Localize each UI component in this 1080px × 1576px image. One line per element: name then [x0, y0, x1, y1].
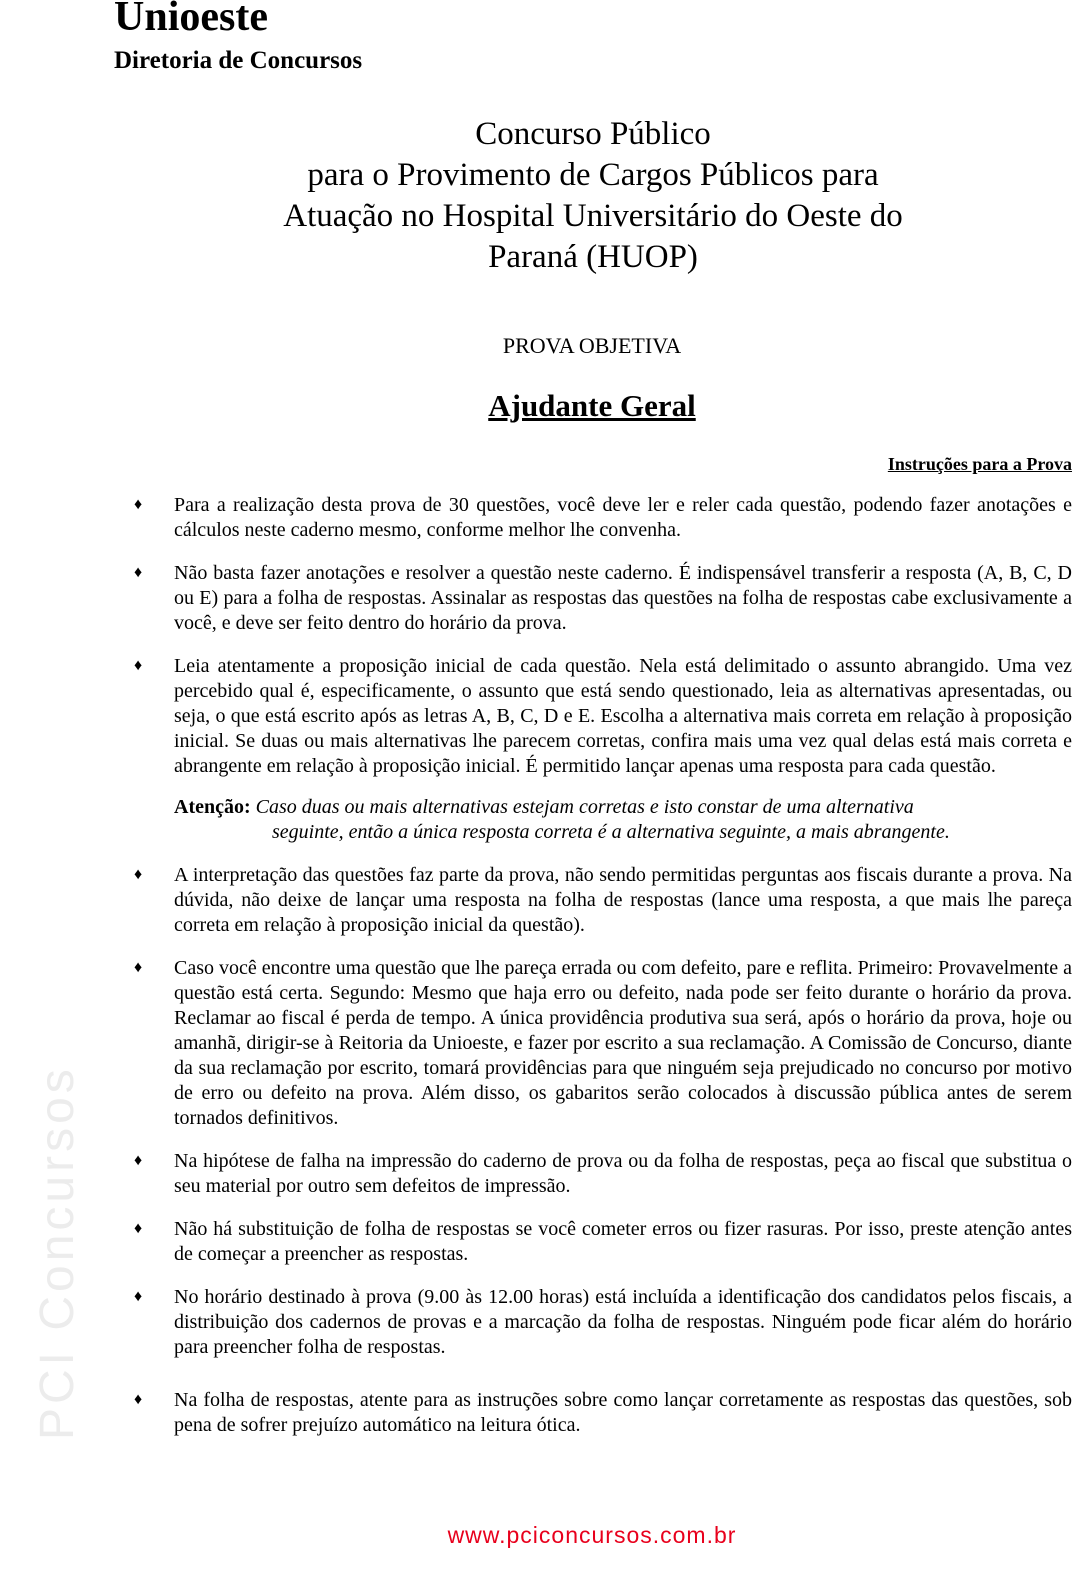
diamond-bullet-icon: ♦ [134, 496, 143, 513]
list-item [134, 1217, 1072, 1267]
list-item [134, 1149, 1072, 1199]
title-line: Atuação no Hospital Universitário do Oeste do [283, 198, 903, 234]
item-text: No horário destinado à prova (9.00 às 12.00 horas) está incluída a identificação dos candidatos pelos fiscais, a distribuição dos cadernos de provas e a marcação da folha de respostas. Ninguém pode ficar além do horário para preencher folha de respostas. [174, 1286, 1072, 1358]
diamond-bullet-icon: ♦ [134, 959, 143, 976]
list-item [134, 1285, 1072, 1360]
diamond-bullet-icon: ♦ [134, 866, 143, 883]
title-line: Paraná (HUOP) [488, 239, 698, 275]
attention-text: seguinte, então a única resposta correta é a alternativa seguinte, a mais abrangente. [272, 821, 950, 843]
list-item [134, 654, 1072, 779]
attention-note [134, 795, 1072, 845]
diamond-bullet-icon: ♦ [134, 1220, 143, 1237]
list-item [134, 561, 1072, 636]
diamond-bullet-icon: ♦ [134, 1288, 143, 1305]
title-line: para o Provimento de Cargos Públicos para [307, 157, 879, 193]
list-item [134, 863, 1072, 938]
position-title: Ajudante Geral [488, 388, 696, 423]
item-text: Para a realização desta prova de 30 questões, você deve ler e reler cada questão, podendo fazer anotações e cálculos neste caderno mesmo, conforme melhor lhe convenha. [174, 494, 1072, 541]
org-name: Unioeste [114, 0, 268, 40]
item-text: Leia atentamente a proposição inicial de cada questão. Nela está delimitado o assunto abrangido. Uma vez percebido qual é, especificamente, o assunto que está sendo questionado, leia as alternativas apresentadas, ou seja, o que está escrito após as letras A, B, C, D e E. Escolha a alternativa mais correta em relação à proposição inicial. Se duas ou mais alternativas lhe parecem corretas, confira mais uma vez qual delas está mais correta e abrangente em relação à proposição inicial. É permitido lançar apenas uma resposta para cada questão. [174, 655, 1072, 777]
instructions-heading: Instruções para a Prova [887, 454, 1072, 474]
watermark: PCI Concursos [31, 1065, 84, 1440]
attention-text: Caso duas ou mais alternativas estejam corretas e isto constar de uma alternativa [255, 796, 914, 818]
item-text: Não basta fazer anotações e resolver a questão neste caderno. É indispensável transferir a resposta (A, B, C, D ou E) para a folha de respostas. Assinalar as respostas das questões na folha de respostas cabe exclusivamente a você, e deve ser feito dentro do horário da prova. [174, 562, 1072, 634]
item-text: Na hipótese de falha na impressão do caderno de prova ou da folha de respostas, peça ao fiscal que substitua o seu material por outro sem defeitos de impressão. [174, 1150, 1072, 1197]
item-text: Na folha de respostas, atente para as instruções sobre como lançar corretamente as respostas das questões, sob pena de sofrer prejuízo automático na leitura ótica. [174, 1389, 1072, 1436]
exam-type: PROVA OBJETIVA [502, 333, 682, 358]
document-title [230, 114, 956, 278]
instructions-list [134, 493, 1072, 1456]
list-item [134, 493, 1072, 543]
diamond-bullet-icon: ♦ [134, 657, 143, 674]
list-item [134, 1388, 1072, 1438]
item-text: Não há substituição de folha de respostas se você cometer erros ou fizer rasuras. Por isso, preste atenção antes de começar a preencher as respostas. [174, 1218, 1072, 1265]
attention-label: Atenção: [174, 796, 251, 818]
title-line: Concurso Público [475, 116, 711, 152]
diamond-bullet-icon: ♦ [134, 1152, 143, 1169]
item-text: Caso você encontre uma questão que lhe pareça errada ou com defeito, pare e reflita. Primeiro: Provavelmente a questão está certa. Segundo: Mesmo que haja erro ou defeito, nada pode ser feito durante o horário da prova. Reclamar ao fiscal é perda de tempo. A única providência produtiva sua será, após o horário da prova, hoje ou amanhã, dirigir-se à Reitoria da Unioeste, e fazer por escrito a sua reclamação. A Comissão de Concurso, diante da sua reclamação por escrito, tomará providências para que ninguém seja prejudicado no concurso por motivo de erro ou defeito na prova. Além disso, os gabaritos serão colocados à discussão pública antes de serem tornados definitivos. [174, 957, 1072, 1129]
list-item [134, 956, 1072, 1131]
diamond-bullet-icon: ♦ [134, 564, 143, 581]
item-text: A interpretação das questões faz parte da prova, não sendo permitidas perguntas aos fiscais durante a prova. Na dúvida, não deixe de lançar uma resposta na folha de respostas (lance uma resposta, a que mais lhe pareça correta em relação à proposição inicial da questão). [174, 864, 1072, 936]
diamond-bullet-icon: ♦ [134, 1391, 143, 1408]
department-name: Diretoria de Concursos [114, 47, 363, 74]
footer-link[interactable]: www.pciconcursos.com.br [447, 1522, 737, 1548]
